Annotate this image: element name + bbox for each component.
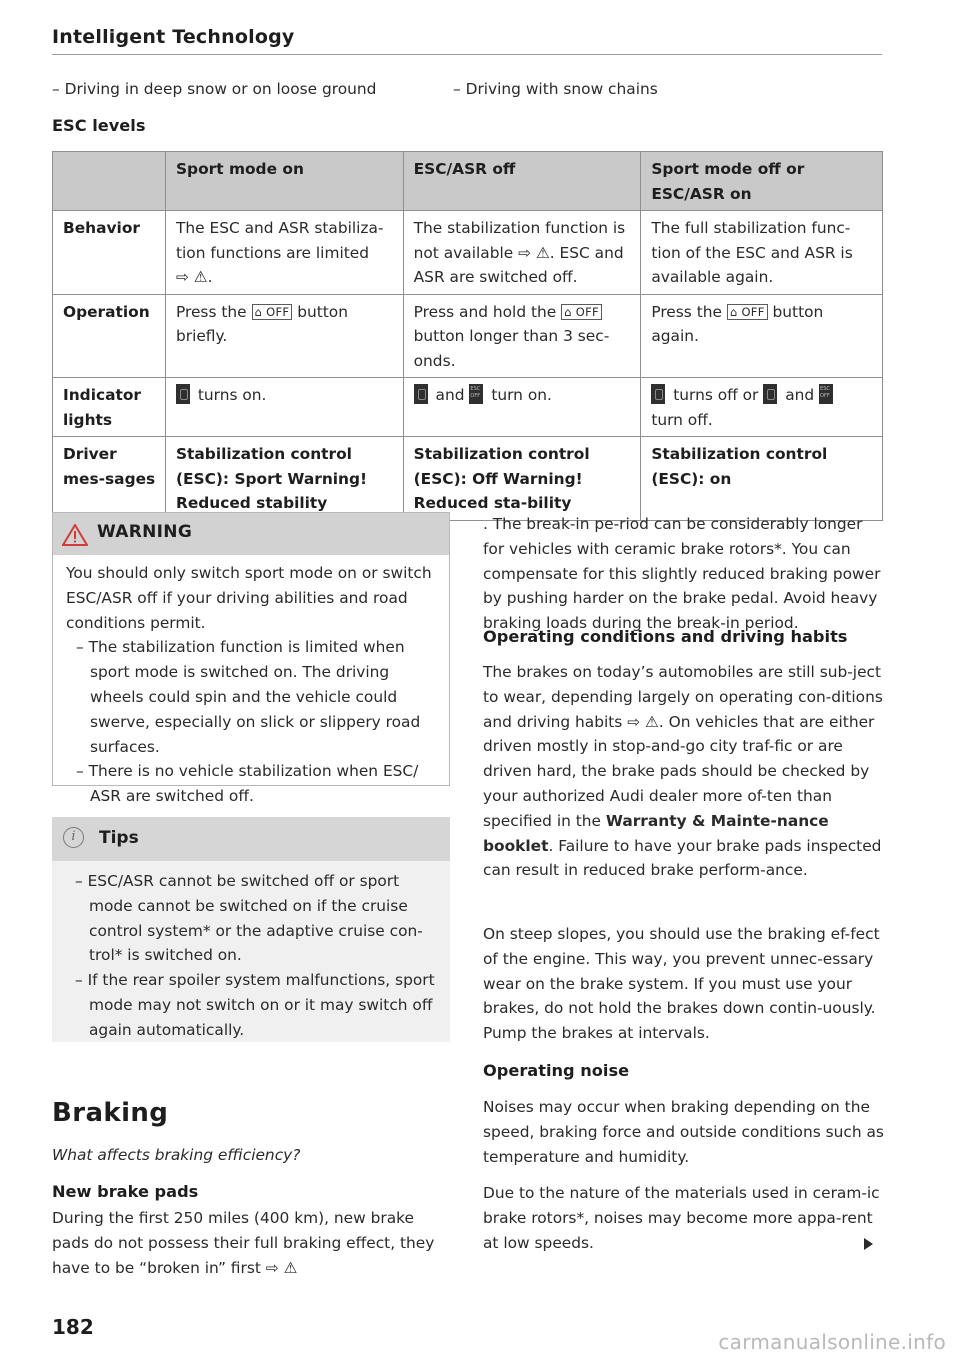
- behavior-sport-mode-on: The ESC and ASR stabiliza-tion functions are limited ⇨ ⚠.: [165, 211, 403, 295]
- warning-intro: You should only switch sport mode on or switch ESC/ASR off if your driving abilities and road conditions permit.: [66, 564, 432, 632]
- row-label-operation: Operation: [53, 294, 166, 378]
- warranty-booklet-ref: Warranty & Mainte-nance booklet: [483, 811, 829, 855]
- esc-off-button-icon: ⌂ OFF: [727, 304, 768, 320]
- tips-box: [52, 817, 450, 1042]
- esc-warning-light-icon: [763, 384, 777, 404]
- warning-header: [53, 513, 449, 555]
- esc-off-light-icon: [469, 384, 483, 404]
- col-header-sport-mode-on: Sport mode on: [165, 152, 403, 211]
- table-row-operation: [53, 294, 883, 378]
- new-brake-pads-text: During the first 250 miles (400 km), new brake pads do not possess their full braking effect, they have to be “broken in” first ⇨ ⚠: [52, 1209, 435, 1277]
- esc-off-light-icon: [819, 384, 833, 404]
- esc-levels-heading: ESC levels: [52, 116, 146, 135]
- continue-arrow-icon: [864, 1238, 873, 1250]
- info-icon: i: [63, 827, 84, 848]
- operating-noise-heading: Operating noise: [483, 1061, 630, 1080]
- warning-ref-icon: ⚠: [283, 1258, 298, 1277]
- ref-arrow-icon: ⇨: [627, 712, 641, 731]
- operating-noise-text: Noises may occur when braking depending on the speed, braking force and outside conditions such as temperature and humidity.: [483, 1098, 884, 1166]
- operation-esc-asr-off: Press and hold the ⌂ OFF button longer than 3 sec-onds.: [403, 294, 641, 378]
- warning-ref-icon: ⚠: [193, 268, 208, 286]
- warning-ref-icon: ⚠: [535, 243, 550, 262]
- ceramic-noise-text: Due to the nature of the materials used in ceram-ic brake rotors*, noises may become more appa-rent at low speeds.: [483, 1184, 880, 1252]
- esc-warning-light-icon: [651, 384, 665, 404]
- tips-header: [52, 817, 450, 861]
- new-brake-pads-heading: New brake pads: [52, 1182, 199, 1201]
- section-title-braking: Braking: [52, 1098, 169, 1128]
- indicator-esc-asr-off: and ESC OFF turn on.: [403, 378, 641, 437]
- operation-sport-mode-on: Press the ⌂ OFF button briefly.: [165, 294, 403, 378]
- table-header-row: [53, 152, 883, 211]
- table-row-indicator: [53, 378, 883, 437]
- messages-sport-mode-off: Stabilization control (ESC): on: [641, 437, 883, 521]
- operating-conditions-heading: Operating conditions and driving habits: [483, 627, 848, 646]
- running-header: Intelligent Technology: [52, 26, 295, 48]
- row-label-messages: Driver mes-sages: [53, 437, 166, 521]
- ref-arrow-icon: ⇨: [265, 1258, 279, 1277]
- behavior-esc-asr-off: The stabilization function is not available ⇨ ⚠. ESC and ASR are switched off.: [403, 211, 641, 295]
- operation-sport-mode-off: Press the ⌂ OFF button again.: [641, 294, 883, 378]
- warning-ref-icon: ⚠: [645, 712, 659, 731]
- ref-arrow-icon: ⇨: [175, 268, 189, 286]
- steep-slopes-text: On steep slopes, you should use the braking ef-fect of the engine. This way, you prevent unnec-essary wear on the brake system. If you must use your brakes, do not hold the brakes down contin-uously. Pump the brakes at intervals.: [483, 925, 880, 1043]
- table-row-behavior: [53, 211, 883, 295]
- tips-bullet: – If the rear spoiler system malfunctions, sport mode may not switch on or it may switch off again automatically.: [75, 971, 435, 1039]
- row-label-behavior: Behavior: [53, 211, 166, 295]
- tips-body: [52, 861, 450, 1043]
- new-brake-pads-text-cont: . The break-in pe-riod can be considerably longer for vehicles with ceramic brake rotors*. You can compensate for this slightly reduced braking power by pushing harder on the brake pedal. Avoid heavy braking loads during the break-in period.: [483, 515, 881, 633]
- intro-bullet-left: – Driving in deep snow or on loose ground: [52, 80, 377, 98]
- col-header-sport-mode-off: Sport mode off or ESC/ASR on: [641, 152, 883, 211]
- col-header-esc-asr-off: ESC/ASR off: [403, 152, 641, 211]
- esc-levels-table: [52, 151, 883, 521]
- esc-off-button-icon: ⌂ OFF: [561, 304, 602, 320]
- behavior-sport-mode-off: The full stabilization func-tion of the ESC and ASR is available again.: [641, 211, 883, 295]
- header-rule: [52, 54, 882, 55]
- ref-arrow-icon: ⇨: [518, 243, 532, 262]
- warning-bullet: – The stabilization function is limited when sport mode is switched on. The driving wheels could spin and the vehicle could swerve, especially on slick or slippery road surfaces.: [76, 638, 421, 756]
- row-label-indicator: Indicator lights: [53, 378, 166, 437]
- table-corner-cell: [53, 152, 166, 211]
- watermark: carmanualsonline.info: [718, 1330, 946, 1354]
- page-number: 182: [52, 1315, 94, 1339]
- tips-title: Tips: [99, 828, 139, 848]
- section-subtitle: What affects braking efficiency?: [52, 1146, 301, 1164]
- indicator-sport-mode-off: turns off or and ESC OFF turn off.: [641, 378, 883, 437]
- intro-bullet-right: – Driving with snow chains: [453, 80, 658, 98]
- esc-warning-light-icon: [414, 384, 428, 404]
- warning-box: [52, 512, 450, 806]
- operating-conditions-text: The brakes on today’s automobiles are still sub-ject to wear, depending largely on operating con-ditions and driving habits ⇨ ⚠. On vehicles that are either driven mostly in stop-and-go city traf-fic or are driven hard, the brake pads should be checked by your authorized Audi dealer more of-ten than specified in the Warranty & Mainte-nance booklet. Failure to have your brake pads inspected can result in reduced brake perform-ance.: [483, 663, 883, 880]
- indicator-sport-mode-on: turns on.: [165, 378, 403, 437]
- esc-off-button-icon: ⌂ OFF: [252, 304, 293, 320]
- warning-bullet: – There is no vehicle stabilization when ESC/ ASR are switched off.: [76, 762, 419, 806]
- warning-triangle-icon: [62, 524, 88, 546]
- tips-bullet: – ESC/ASR cannot be switched off or sport mode cannot be switched on if the cruise control system* or the adaptive cruise con-trol* is switched on.: [75, 872, 423, 965]
- warning-body: [53, 555, 449, 809]
- messages-sport-mode-on: Stabilization control (ESC): Sport Warning! Reduced stability: [165, 437, 403, 521]
- table-row-messages: [53, 437, 883, 521]
- warning-title: WARNING: [97, 522, 193, 542]
- messages-esc-asr-off: Stabilization control (ESC): Off Warning! Reduced sta-bility: [403, 437, 641, 521]
- esc-warning-light-icon: [176, 384, 190, 404]
